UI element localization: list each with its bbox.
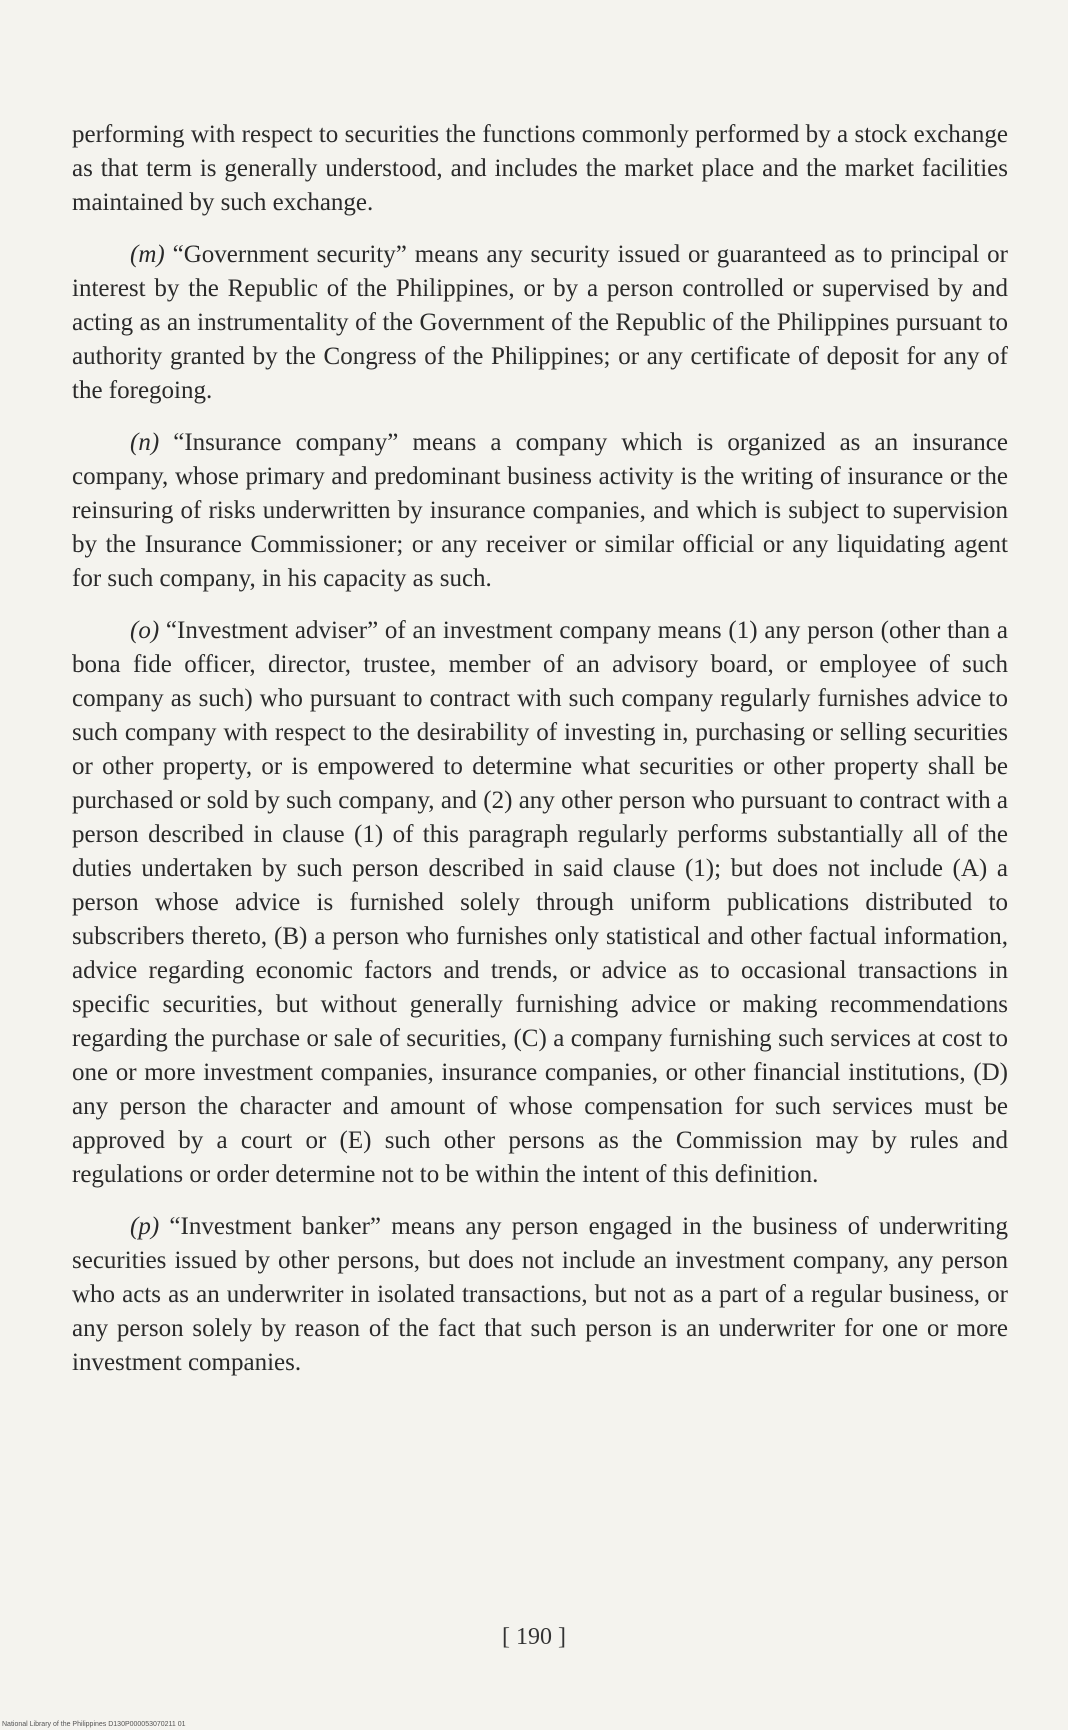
paragraph-p-investment-banker <box>72 1210 1008 1380</box>
paragraph-text: “Investment banker” means any person engaged in the business of underwriting securities issued by other persons, but does not include an investment company, any person who acts as an underwriter in isolated transactions, but not as a part of a regular business, or any person solely by reason of the fact that such person is an underwriter for one or more investment companies. <box>72 1213 1008 1376</box>
paragraph-text: “Government security” means any security issued or guaranteed as to principal or interest by the Republic of the Philippines, or by a person controlled or supervised by and acting as an instrumentality of the Government of the Republic of the Philippines pursuant to authority granted by the Congress of the Philippines; or any certificate of deposit for any of the foregoing. <box>72 241 1008 404</box>
paragraph-l-continuation <box>72 118 1008 220</box>
page-number: [ 190 ] <box>502 1624 566 1650</box>
paragraph-label: (n) <box>130 429 160 456</box>
paragraph-label: (p) <box>130 1213 160 1240</box>
paragraph-text: “Insurance company” means a company which is organized as an insurance company, whose primary and predominant business activity is the writing of insurance or the reinsuring of risks underwritten by insurance companies, and which is subject to supervision by the Insurance Commissioner; or any receiver or similar official or any liquidating agent for such company, in his capacity as such. <box>72 429 1008 592</box>
paragraph-label: (o) <box>130 617 160 644</box>
paragraph-label: (m) <box>130 241 165 268</box>
paragraph-o-investment-adviser <box>72 614 1008 1192</box>
document-body <box>72 118 1008 1398</box>
paragraph-n-insurance-company <box>72 426 1008 596</box>
paragraph-text: “Investment adviser” of an investment company means (1) any person (other than a bona fide officer, director, trustee, member of an advisory board, or employee of such company as such) who pursuant to contract with such company regularly furnishes advice to such company with respect to the desirability of investing in, purchasing or selling securities or other property, or is empowered to determine what securities or other property shall be purchased or sold by such company, and (2) any other person who pursuant to contract with a person described in clause (1) of this paragraph regularly performs substantially all of the duties undertaken by such person described in said clause (1); but does not include (A) a person whose advice is furnished solely through uniform publications distributed to subscribers thereto, (B) a person who furnishes only statistical and other factual information, advice regarding economic factors and trends, or advice as to occasional transactions in specific securities, but without generally furnishing advice or making recommendations regarding the purchase or sale of securities, (C) a company furnishing such services at cost to one or more investment companies, insurance companies, or other financial institutions, (D) any person the character and amount of whose compensation for such services must be approved by a court or (E) such other persons as the Commission may by rules and regulations or order determine not to be within the intent of this definition. <box>72 617 1008 1188</box>
paragraph-text: performing with respect to securities the functions commonly performed by a stock exchange as that term is generally understood, and includes the market place and the market facilities maintained by such exchange. <box>72 121 1008 216</box>
scan-footer-note: National Library of the Philippines D130P000053070211 01 <box>2 1721 186 1728</box>
paragraph-m-government-security <box>72 238 1008 408</box>
